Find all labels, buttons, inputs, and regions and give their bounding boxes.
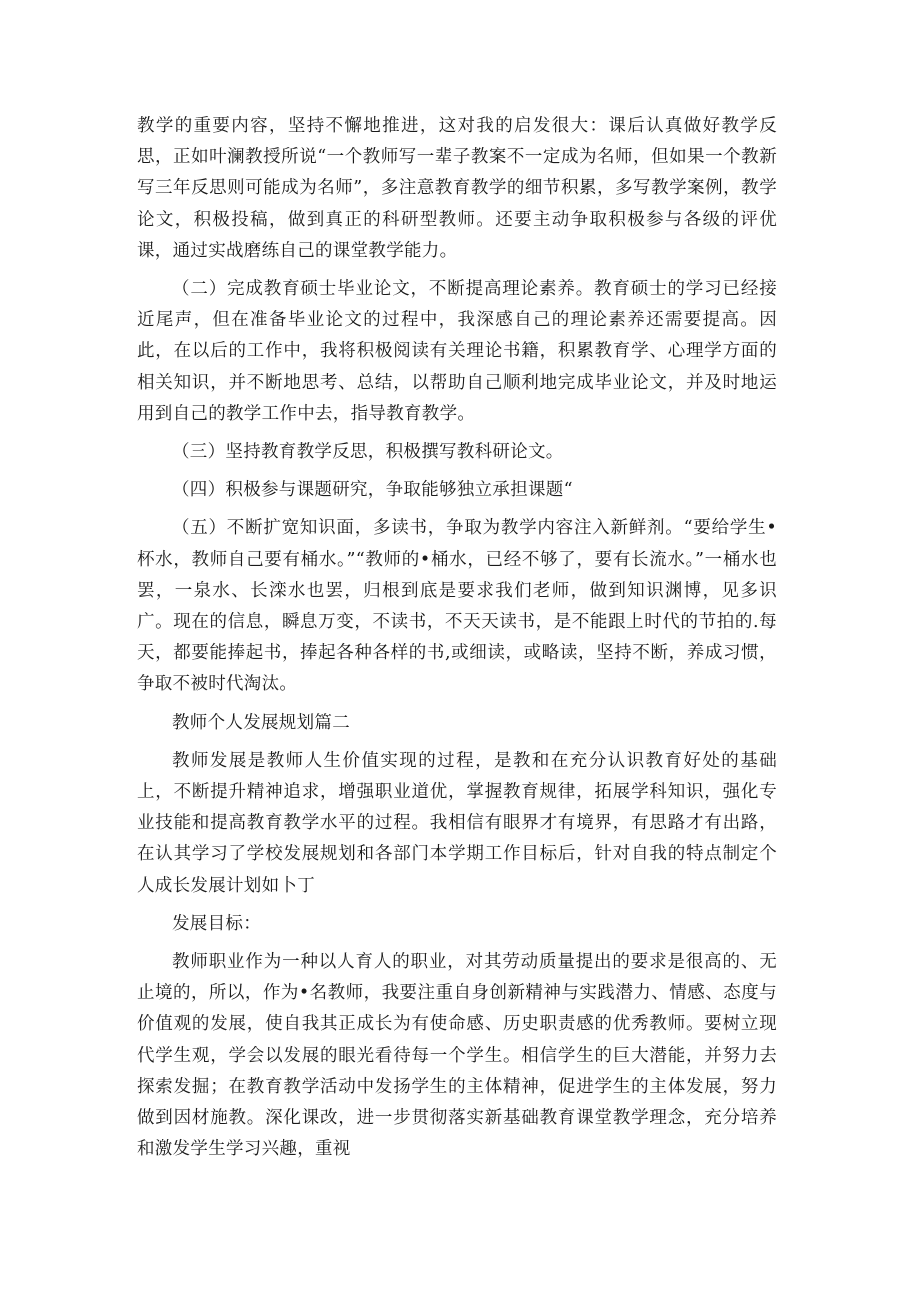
document-body — [137, 111, 777, 1173]
paragraph-item-four: （四）积极参与课题研究，争取能够独立承担课题“ — [172, 480, 573, 501]
section-paragraph-goals: 教师职业作为一种以人育人的职业，对其劳动质量提出的要求是很高的、无止境的，所以，作为•名教师，我要注重自身创新精神与实践潜力、情感、态度与价值观的发展，使自我其正成长为有使命感、历史职责感的优秀教师。要树立现代学生观，学会以发展的眼光看待每一个学生。相信学生的巨大潜能，并努力去探索发掘；在教育教学活动中发扬学生的主体精神，促进学生的主体发展，努力做到因材施教。深化课改，进一步贯彻落实新基础教育课堂教学理念，充分培养和激发学生学习兴趣，重视 — [137, 952, 777, 1160]
section-title: 教师个人发展规划篇二 — [172, 712, 350, 733]
paragraph-item-two: （二）完成教育硕士毕业论文，不断提高理论素养。教育硕士的学习已经接近尾声，但在准备毕业论文的过程中，我深感自己的理论素养还需要提高。因此，在以后的工作中，我将积极阅读有关理论书籍，积累教育学、心理学方面的相关知识，并不断地思考、总结，以帮助自己顺利地完成毕业论文，并及时地运用到自己的教学工作中去，指导教育教学。 — [137, 279, 777, 424]
paragraph-item-five: （五）不断扩宽知识面，多读书，争取为教学内容注入新鲜剂。“要给学生•杯水，教师自己要有桶水。”“教师的•桶水，已经不够了，要有长流水。”一桶水也罢，一泉水、长滦水也罢，归根到底是要求我们老师，做到知识渊博，见多识广。现在的信息，瞬息万变，不读书，不天天读书，是不能跟上时代的节拍的.每天，都要能捧起书，捧起各种各样的书,或细读，或略读，坚持不断，养成习惯，争取不被时代淘汰。 — [137, 518, 777, 695]
section-paragraph-intro: 教师发展是教师人生价值实现的过程，是教和在充分认识教育好处的基础上，不断提升精神追求，增强职业道优，掌握教育规律，拓展学科知识，强化专业技能和提高教育教学水平的过程。我相信有眼界才有境界，有思路才有出路，在认其学习了学校发展规划和各部门本学期工作目标后，针对自我的特点制定个人成长发展计划如卜丁 — [137, 750, 777, 896]
section-subheading-goals: 发展目标： — [172, 913, 261, 934]
paragraph-item-three: （三）坚持教育教学反思，积极撰写教科研论文。 — [172, 442, 564, 463]
paragraph-continuation: 教学的重要内容，坚持不懈地推进，这对我的启发很大：课后认真做好教学反思，正如叶澜教授所说“一个教师写一辈子教案不一定成为名师，但如果一个教新写三年反思则可能成为名师”，多注意教育教学的细节积累，多写教学案例，教学论文，积极投稿，做到真正的科研型教师。还要主动争取积极参与各级的评优课，通过实战磨练自己的课堂教学能力。 — [137, 116, 777, 261]
